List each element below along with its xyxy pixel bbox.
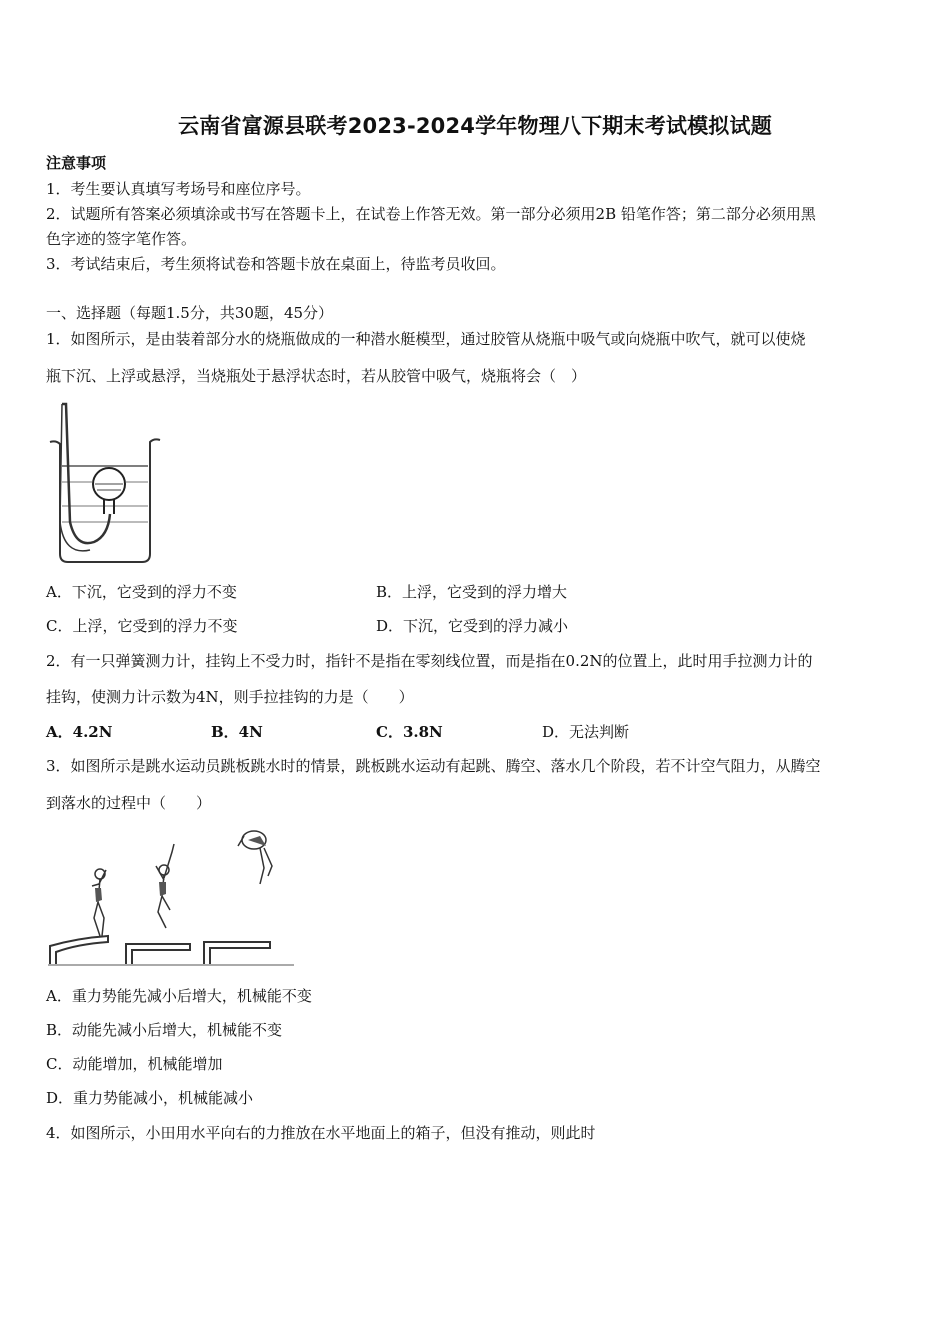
question-3-line-2: 到落水的过程中（ ） (46, 794, 212, 812)
page-title: 云南省富源县联考2023-2024学年物理八下期末考试模拟试题 (178, 114, 772, 138)
notice-item: 1．考生要认真填写考场号和座位序号。 (46, 180, 311, 198)
section-heading: 一、选择题（每题1.5分，共30题，45分） (46, 304, 334, 322)
question-2-option-c: C．3.8N (376, 723, 443, 741)
question-2-line-1: 2．有一只弹簧测力计，挂钩上不受力时，指针不是指在零刻线位置，而是指在0.2N的位置上，此时用手拉测力计的 (46, 652, 813, 670)
question-3-option-a: A．重力势能先减小后增大，机械能不变 (46, 987, 312, 1005)
notice-heading: 注意事项 (46, 154, 107, 172)
question-1-option-b: B．上浮，它受到的浮力增大 (376, 583, 568, 601)
diver-figure (48, 824, 296, 970)
notice-item: 3．考试结束后，考生须将试卷和答题卡放在桌面上，待监考员收回。 (46, 255, 506, 273)
notice-item: 色字迹的签字笔作答。 (46, 230, 197, 248)
question-1-option-d: D．下沉，它受到的浮力减小 (376, 617, 569, 635)
question-1-line-1: 1．如图所示，是由装着部分水的烧瓶做成的一种潜水艇模型，通过胶管从烧瓶中吸气或向烧瓶中吹气，就可以使烧 (46, 330, 806, 348)
question-3-option-d: D．重力势能减小，机械能减小 (46, 1089, 254, 1107)
question-3-option-c: C．动能增加，机械能增加 (46, 1055, 223, 1073)
question-1-option-a: A．下沉，它受到的浮力不变 (46, 583, 237, 601)
question-2-option-a: A．4.2N (46, 723, 113, 741)
question-3-option-b: B．动能先减小后增大，机械能不变 (46, 1021, 283, 1039)
notice-item: 2．试题所有答案必须填涂或书写在答题卡上，在试卷上作答无效。第一部分必须用2B 铅笔作答；第二部分必须用黑 (46, 205, 816, 223)
question-2-line-2: 挂钩，使测力计示数为4N，则手拉挂钩的力是（ ） (46, 688, 414, 706)
question-4-line-1: 4．如图所示，小田用水平向右的力推放在水平地面上的箱子，但没有推动，则此时 (46, 1124, 596, 1142)
question-1-line-2: 瓶下沉、上浮或悬浮，当烧瓶处于悬浮状态时，若从胶管中吸气，烧瓶将会（ ） (46, 367, 587, 385)
submarine-model-figure (48, 402, 163, 568)
question-2-option-b: B．4N (211, 723, 263, 741)
question-1-option-c: C．上浮，它受到的浮力不变 (46, 617, 238, 635)
question-2-option-d: D．无法判断 (542, 723, 630, 741)
question-3-line-1: 3．如图所示是跳水运动员跳板跳水时的情景，跳板跳水运动有起跳、腾空、落水几个阶段，若不计空气阻力，从腾空 (46, 757, 821, 775)
